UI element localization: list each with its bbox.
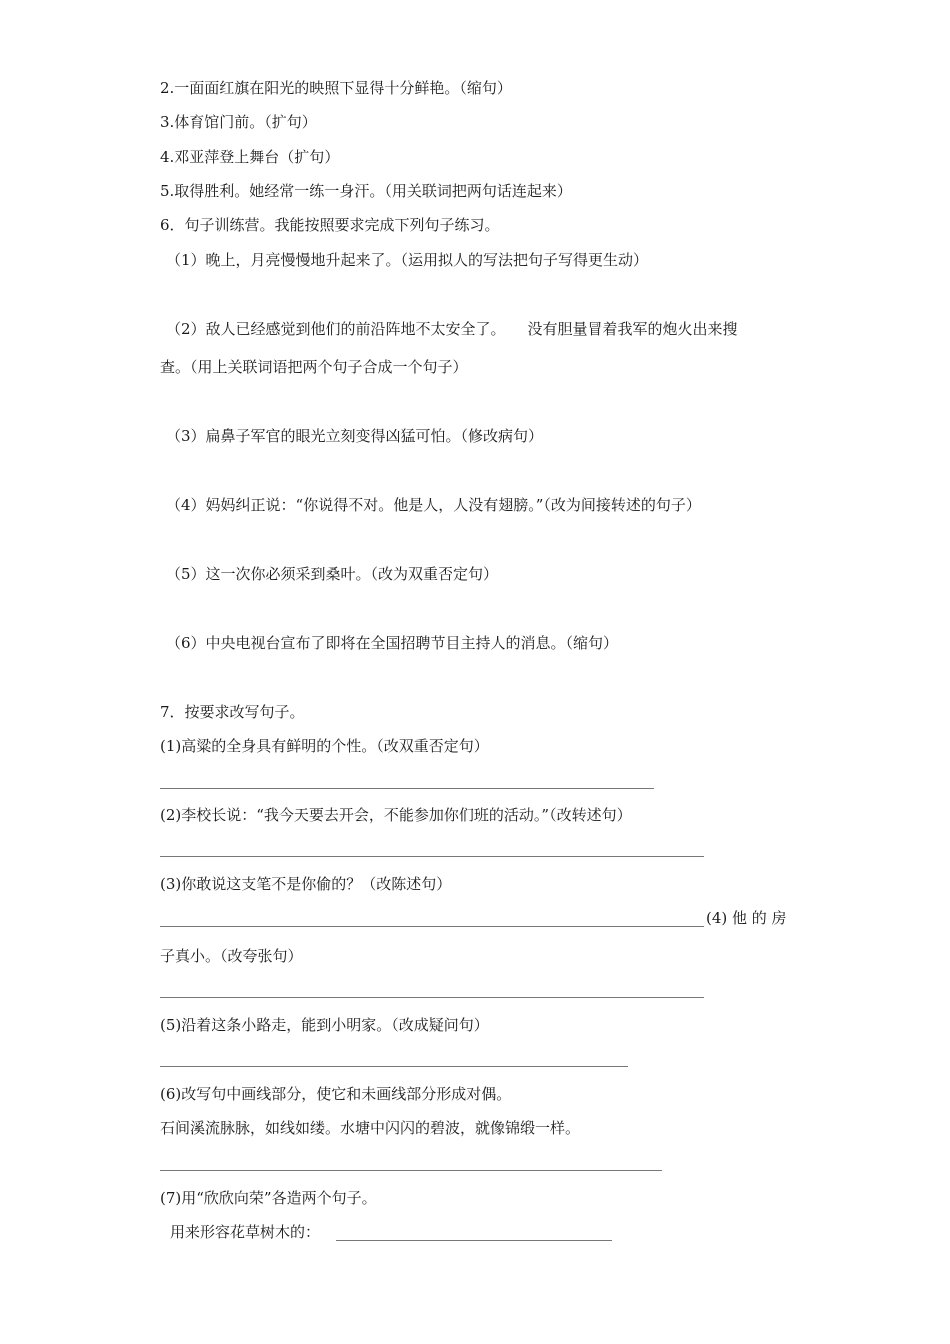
question-7-heading: 7．按要求改写句子。 (160, 703, 305, 721)
answer-line-7-5[interactable] (160, 1066, 628, 1067)
question-7-5: (5)沿着这条小路走，能到小明家。（改成疑问句） (160, 1016, 489, 1034)
answer-line-7-4[interactable] (160, 997, 704, 998)
answer-line-7-3[interactable] (160, 926, 704, 927)
question-6-2-part-a: （2）敌人已经感觉到他们的前沿阵地不太安全了。 (166, 320, 506, 338)
question-7-6: (6)改写句中画线部分，使它和未画线部分形成对偶。 (160, 1085, 512, 1103)
question-6-2 (166, 318, 738, 340)
question-7-7: (7)用“欣欣向荣”各造两个句子。 (160, 1189, 377, 1207)
answer-line-7-2[interactable] (160, 856, 704, 857)
question-7-2: (2)李校长说：“我今天要去开会，不能参加你们班的活动。”（改转述句） (160, 806, 632, 824)
question-5: 5.取得胜利。她经常一练一身汗。（用关联词把两句话连起来） (160, 182, 572, 200)
question-7-7-prompt: 用来形容花草树木的： (170, 1223, 321, 1241)
question-6-heading: 6．句子训练营。我能按照要求完成下列句子练习。 (160, 216, 500, 234)
question-7-3: (3)你敢说这支笔不是你偷的？（改陈述句） (160, 875, 452, 893)
question-6-6: （6）中央电视台宣布了即将在全国招聘节目主持人的消息。（缩句） (166, 634, 619, 652)
question-6-1: （1）晚上，月亮慢慢地升起来了。（运用拟人的写法把句子写得更生动） (166, 251, 649, 269)
question-6-5: （5）这一次你必须采到桑叶。（改为双重否定句） (166, 565, 499, 583)
question-6-3: （3）扁鼻子军官的眼光立刻变得凶猛可怕。（修改病句） (166, 427, 544, 445)
question-7-4-continued: 子真小。（改夸张句） (160, 947, 303, 965)
question-7-4-start: (4) 他 的 房 (706, 909, 787, 927)
question-3: 3.体育馆门前。（扩句） (160, 113, 317, 131)
question-7-6-sentence: 石间溪流脉脉，如线如缕。水塘中闪闪的碧波，就像锦缎一样。 (160, 1119, 581, 1137)
answer-line-7-6[interactable] (160, 1170, 662, 1171)
question-6-2-continued: 查。（用上关联词语把两个句子合成一个句子） (160, 358, 468, 376)
question-2: 2.一面面红旗在阳光的映照下显得十分鲜艳。（缩句） (160, 79, 512, 97)
answer-line-7-1[interactable] (160, 788, 654, 789)
question-6-4: （4）妈妈纠正说：“你说得不对。他是人，人没有翅膀。”（改为间接转述的句子） (166, 496, 701, 514)
question-7-1: (1)高粱的全身具有鲜明的个性。（改双重否定句） (160, 737, 489, 755)
question-6-2-part-b: 没有胆量冒着我军的炮火出来搜 (527, 320, 738, 338)
answer-line-7-7[interactable] (336, 1240, 612, 1241)
question-4: 4.邓亚萍登上舞台（扩句） (160, 148, 340, 166)
